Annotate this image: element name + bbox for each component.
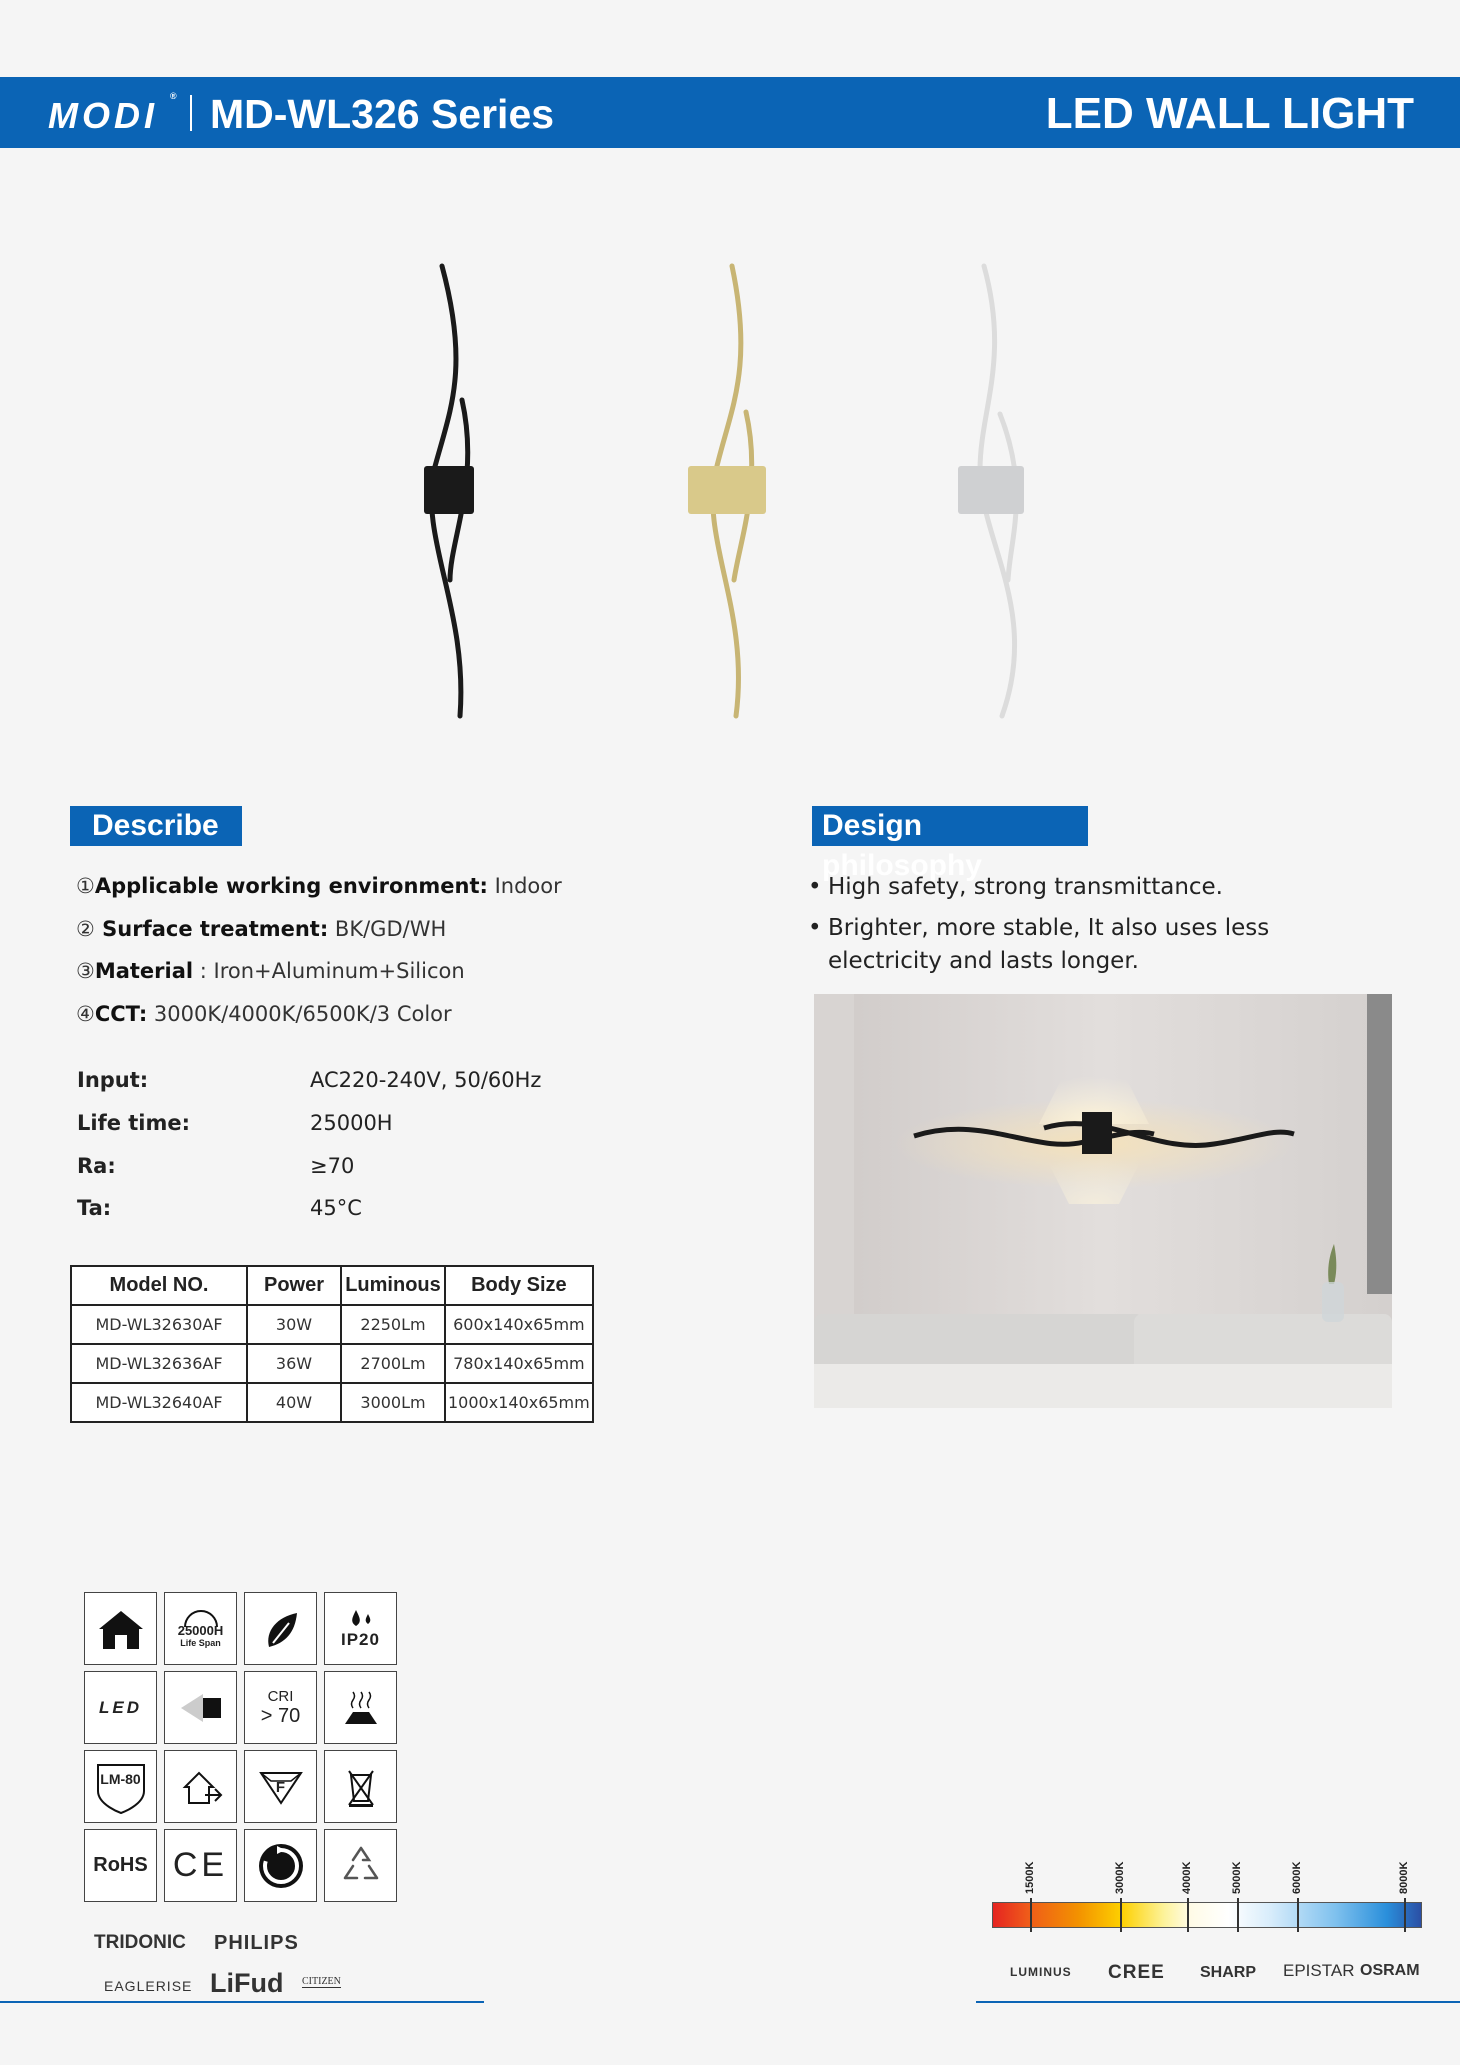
cri-icon xyxy=(244,1671,317,1744)
cell-body-size: 600x140x65mm xyxy=(445,1305,593,1344)
cct-tick xyxy=(1120,1898,1122,1932)
spec-input-value: AC220-240V, 50/60Hz xyxy=(310,1068,542,1092)
col-luminous: Luminous xyxy=(341,1266,445,1305)
cct-label-1500k: 1500K xyxy=(1024,1861,1036,1894)
brand-tridonic: TRIDONIC xyxy=(94,1932,186,1953)
lifespan-label: Life Span xyxy=(180,1638,221,1648)
ce-text: CE xyxy=(172,1846,229,1884)
heat-dissipation-icon xyxy=(324,1671,397,1744)
lm80-icon xyxy=(84,1750,157,1823)
led-text: LED xyxy=(99,1697,142,1717)
spec-ta-label: Ta: xyxy=(77,1196,112,1220)
ip-rating-icon xyxy=(324,1592,397,1665)
cell-luminous: 2250Lm xyxy=(341,1305,445,1344)
brand-luminus: LUMINUS xyxy=(1010,1965,1072,1979)
cct-label-3000k: 3000K xyxy=(1114,1861,1126,1894)
cct-label-8000k: 8000K xyxy=(1398,1861,1410,1894)
logo-text: MODI xyxy=(48,95,158,136)
brand-citizen: CITIZEN xyxy=(302,1976,341,1987)
cell-power: 40W xyxy=(247,1383,341,1422)
f-mark-text: F xyxy=(275,1779,286,1796)
brand-osram: OSRAM xyxy=(1360,1962,1420,1979)
cri-label: CRI xyxy=(267,1687,294,1705)
table-row xyxy=(71,1344,593,1383)
bullet-dot: • xyxy=(808,874,822,900)
ip-rating-text: IP20 xyxy=(341,1629,380,1649)
lm80-text: LM-80 xyxy=(100,1770,141,1787)
design-bullet: • Brighter, more stable, It also uses less electricity and lasts longer. xyxy=(808,912,1368,978)
footer-line-left xyxy=(0,2001,484,2003)
spec-ra-value: ≥70 xyxy=(310,1154,355,1178)
scene-illustration xyxy=(814,994,1392,1408)
col-body-size: Body Size xyxy=(445,1266,593,1305)
brand-sharp: SHARP xyxy=(1200,1964,1257,1981)
product-category-title: LED WALL LIGHT xyxy=(1045,89,1414,138)
series-title: MD-WL326 Series xyxy=(210,91,555,137)
house-arrow-icon xyxy=(164,1750,237,1823)
product-white xyxy=(950,250,1070,730)
footer-line-right xyxy=(976,2001,1460,2003)
describe-item-cct: ④CCT: 3000K/4000K/6500K/3 Color xyxy=(76,1002,452,1026)
cell-luminous: 2700Lm xyxy=(341,1344,445,1383)
spec-ta-value: 45°C xyxy=(310,1196,362,1220)
col-power: Power xyxy=(247,1266,341,1305)
lifespan-icon xyxy=(164,1592,237,1665)
describe-item-environment: ①Applicable working environment: Indoor xyxy=(76,874,562,898)
design-bullet: • High safety, strong transmittance. xyxy=(808,871,1368,904)
brand-lifud: LiFud xyxy=(210,1968,284,1998)
cct-gradient-bar xyxy=(992,1902,1422,1928)
cell-model: MD-WL32636AF xyxy=(71,1344,247,1383)
header-bar xyxy=(0,77,1460,148)
cct-label-6000k: 6000K xyxy=(1291,1861,1303,1894)
registered-mark: ® xyxy=(170,91,181,101)
brand-logo xyxy=(48,91,181,137)
spec-lifetime-label: Life time: xyxy=(77,1111,191,1135)
cell-model: MD-WL32630AF xyxy=(71,1305,247,1344)
design-heading: Design philosophy xyxy=(812,806,1088,846)
spec-input-label: Input: xyxy=(77,1068,149,1092)
weee-bin-icon xyxy=(324,1750,397,1823)
table-row xyxy=(71,1383,593,1422)
lifespan-value: 25000H xyxy=(177,1623,224,1638)
certification-icon-grid xyxy=(84,1592,398,1902)
describe-item-material: ③Material : Iron+Aluminum+Silicon xyxy=(76,959,465,983)
brand-epistar: EPISTAR xyxy=(1283,1961,1355,1980)
beam-angle-icon xyxy=(164,1671,237,1744)
describe-item-surface: ② Surface treatment: BK/GD/WH xyxy=(76,917,447,941)
product-black xyxy=(390,250,510,730)
bullet-dot: • xyxy=(808,915,822,941)
brand-philips: PHILIPS xyxy=(214,1932,299,1954)
cell-luminous: 3000Lm xyxy=(341,1383,445,1422)
spec-lifetime-value: 25000H xyxy=(310,1111,393,1135)
cell-power: 36W xyxy=(247,1344,341,1383)
cell-power: 30W xyxy=(247,1305,341,1344)
cct-tick xyxy=(1237,1898,1239,1932)
cri-value: > 70 xyxy=(260,1704,301,1727)
cct-tick xyxy=(1187,1898,1189,1932)
eco-plug-icon xyxy=(244,1592,317,1665)
green-dot-icon xyxy=(244,1829,317,1902)
installation-scene-photo xyxy=(814,994,1392,1408)
led-icon xyxy=(84,1671,157,1744)
cell-body-size: 1000x140x65mm xyxy=(445,1383,593,1422)
header-divider xyxy=(190,95,192,131)
cct-tick xyxy=(1404,1898,1406,1932)
cell-body-size: 780x140x65mm xyxy=(445,1344,593,1383)
table-row xyxy=(71,1305,593,1344)
cct-label-5000k: 5000K xyxy=(1231,1861,1243,1894)
f-mark-icon xyxy=(244,1750,317,1823)
cct-tick xyxy=(1297,1898,1299,1932)
indoor-home-icon xyxy=(84,1592,157,1665)
recycle-icon xyxy=(324,1829,397,1902)
rohs-text: RoHS xyxy=(93,1854,148,1876)
product-finishes xyxy=(370,250,1090,730)
cct-tick xyxy=(1030,1898,1032,1932)
model-table xyxy=(70,1265,594,1423)
cct-label-4000k: 4000K xyxy=(1181,1861,1193,1894)
spec-ra-label: Ra: xyxy=(77,1154,116,1178)
product-gold xyxy=(670,250,790,730)
describe-heading: Describe xyxy=(70,806,242,846)
ce-icon xyxy=(164,1829,237,1902)
brand-eaglerise: EAGLERISE xyxy=(104,1978,193,1994)
col-model: Model NO. xyxy=(71,1266,247,1305)
rohs-icon xyxy=(84,1829,157,1902)
cell-model: MD-WL32640AF xyxy=(71,1383,247,1422)
table-header-row xyxy=(71,1266,593,1305)
brand-cree: CREE xyxy=(1108,1962,1165,1983)
